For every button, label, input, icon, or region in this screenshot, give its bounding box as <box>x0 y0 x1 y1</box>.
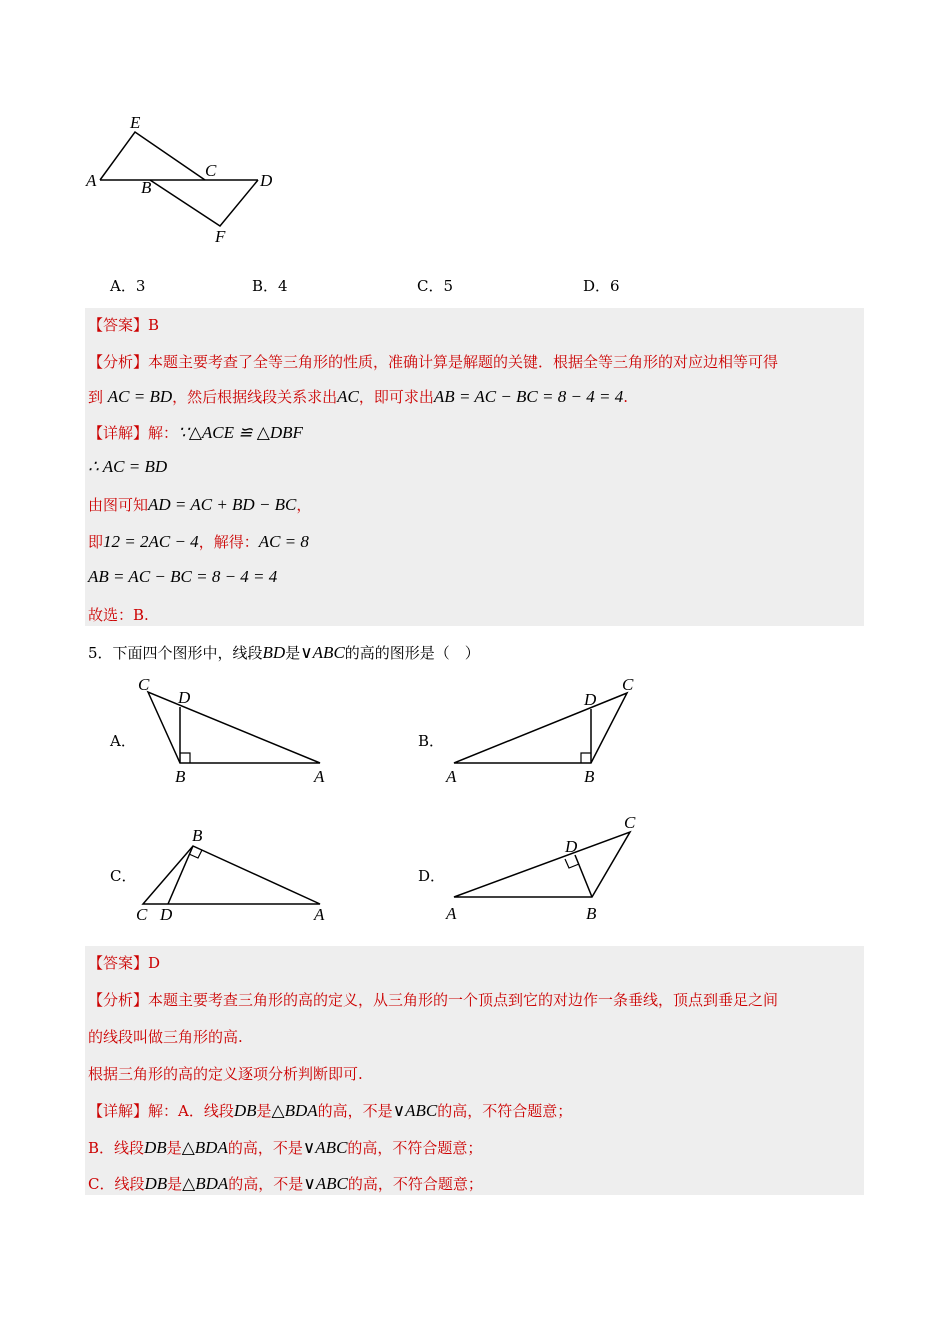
label-C: C <box>136 905 148 924</box>
q5-option-c-label: C． <box>110 867 137 885</box>
q5-analysis-line3: 根据三角形的高的定义逐项分析判断即可. <box>88 1065 363 1083</box>
text-segment: ，解得： <box>198 533 259 551</box>
detail-tag: 【详解】 <box>88 1102 149 1120</box>
q4-detail-line <box>88 423 303 443</box>
q5-stem <box>88 643 480 663</box>
answer-value: D <box>148 954 161 972</box>
answer-tag: 【答案】 <box>88 954 149 972</box>
q4-line4 <box>88 532 309 552</box>
math-bd: BD <box>262 643 286 662</box>
text-segment: 是 <box>166 1139 182 1157</box>
math-equation: 12 = 2AC − 4 <box>103 532 199 551</box>
text-segment: 是 <box>167 1175 183 1193</box>
math-db: DB <box>233 1101 257 1120</box>
q4-therefore-line <box>88 457 167 477</box>
answer-tag: 【答案】 <box>88 316 149 334</box>
figure-option-b <box>440 672 650 790</box>
label-D: D <box>260 171 273 190</box>
label-C: C <box>622 675 634 694</box>
q4-analysis-line2 <box>88 387 628 407</box>
text-segment: C．线段 <box>88 1175 145 1193</box>
label-F: F <box>215 227 226 246</box>
option-d: D．6 <box>583 277 620 295</box>
math-ac-eq-bd: AC = BD <box>107 387 173 406</box>
label-C: C <box>205 161 217 180</box>
label-A: A <box>314 905 325 924</box>
math-ac-value: AC = 8 <box>258 532 309 551</box>
text-segment: ，然后根据线段关系求出 <box>172 388 338 406</box>
math-triangle-abc: ∨ABC <box>303 1174 348 1193</box>
text-segment: 的高，不符合题意； <box>437 1102 573 1120</box>
label-B: B <box>175 767 186 786</box>
math-triangle-bda: △BDA <box>271 1101 318 1120</box>
q4-analysis-line1 <box>88 352 778 372</box>
q5-analysis-line2: 的线段叫做三角形的高. <box>88 1028 243 1046</box>
label-C: C <box>138 675 150 694</box>
text-segment: B．线段 <box>88 1139 145 1157</box>
text-segment: 由图可知 <box>88 496 149 514</box>
q5-line-b <box>88 1138 482 1158</box>
q4-answer-line <box>88 315 159 335</box>
math-triangle-bda: △BDA <box>181 1138 228 1157</box>
text-segment: ， <box>296 496 312 514</box>
q4-line3 <box>88 495 311 515</box>
label-B: B <box>586 904 597 923</box>
label-A: A <box>86 171 97 190</box>
math-ad: AD = AC + BD − BC <box>148 495 297 514</box>
text-segment: 的高，不符合题意； <box>347 1139 483 1157</box>
figure-option-c <box>130 822 340 932</box>
math-ac: AC <box>337 387 359 406</box>
math-congruence: ∵△ACE ≌ △DBF <box>178 423 303 442</box>
label-E: E <box>130 113 141 132</box>
analysis-text: 本题主要考查了全等三角形的性质，准确计算是解题的关键．根据全等三角形的对应边相等可得 <box>148 353 779 371</box>
label-A: A <box>446 767 457 786</box>
label-B: B <box>141 178 152 197</box>
analysis-text: 本题主要考查三角形的高的定义，从三角形的一个顶点到它的对边作一条垂线，顶点到垂足之间 <box>148 991 779 1009</box>
q4-line5 <box>88 567 277 587</box>
text-segment: 的高，不符合题意； <box>347 1175 483 1193</box>
text-segment: 到 <box>88 388 104 406</box>
q5-line-c <box>88 1174 483 1194</box>
label-B: B <box>192 826 203 845</box>
math-db: DB <box>144 1174 168 1193</box>
q5-detail-line <box>88 1101 572 1121</box>
label-B: B <box>584 767 595 786</box>
math-triangle-abc: ∨ABC <box>392 1101 438 1120</box>
label-D: D <box>584 690 597 709</box>
math-triangle-abc: ∨ABC <box>302 1138 348 1157</box>
math-ab-result: AB = AC − BC = 8 − 4 = 4 <box>433 387 624 406</box>
analysis-tag: 【分析】 <box>88 353 149 371</box>
detail-tag: 【详解】 <box>88 424 149 442</box>
text-segment: 的高，不是 <box>227 1139 303 1157</box>
q5-analysis-line1 <box>88 990 778 1010</box>
math-db: DB <box>144 1138 167 1157</box>
q5-option-b-label: B． <box>418 732 445 750</box>
text-segment: . <box>623 388 628 406</box>
math-ab-result: AB = AC − BC = 8 − 4 = 4 <box>88 567 278 586</box>
label-C: C <box>624 813 636 832</box>
text-segment: 即 <box>88 533 104 551</box>
analysis-tag: 【分析】 <box>88 991 149 1009</box>
text-segment: 5．下面四个图形中，线段 <box>88 644 263 662</box>
q4-line6: 故选：B. <box>88 606 149 624</box>
q5-option-d-label: D． <box>418 867 446 885</box>
text-segment: 是 <box>285 644 301 662</box>
text-segment: 的高，不是 <box>228 1175 304 1193</box>
q5-answer-line <box>88 953 160 973</box>
text-segment: 解： <box>148 424 179 442</box>
option-a: A．3 <box>110 277 146 295</box>
label-A: A <box>314 767 325 786</box>
figure-option-d <box>440 808 650 928</box>
label-A: A <box>446 904 457 923</box>
text-segment: 的高，不是 <box>317 1102 393 1120</box>
option-b: B．4 <box>252 277 288 295</box>
figure-option-a <box>130 672 340 790</box>
label-D: D <box>160 905 173 924</box>
option-c: C．5 <box>417 277 454 295</box>
text-segment: ，即可求出 <box>358 388 434 406</box>
answer-value: B <box>148 316 160 334</box>
math-triangle-bda: △BDA <box>182 1174 229 1193</box>
label-D: D <box>178 688 191 707</box>
text-segment: 解：A．线段 <box>148 1102 234 1120</box>
text-segment: 是 <box>256 1102 272 1120</box>
math-therefore: ∴ AC = BD <box>88 457 168 476</box>
q5-option-a-label: A． <box>110 732 136 750</box>
figure-congruent-triangles <box>80 110 300 250</box>
label-D: D <box>565 837 578 856</box>
math-triangle-abc: ∨ABC <box>300 643 345 662</box>
text-segment: 的高的图形是（ ） <box>344 644 480 662</box>
